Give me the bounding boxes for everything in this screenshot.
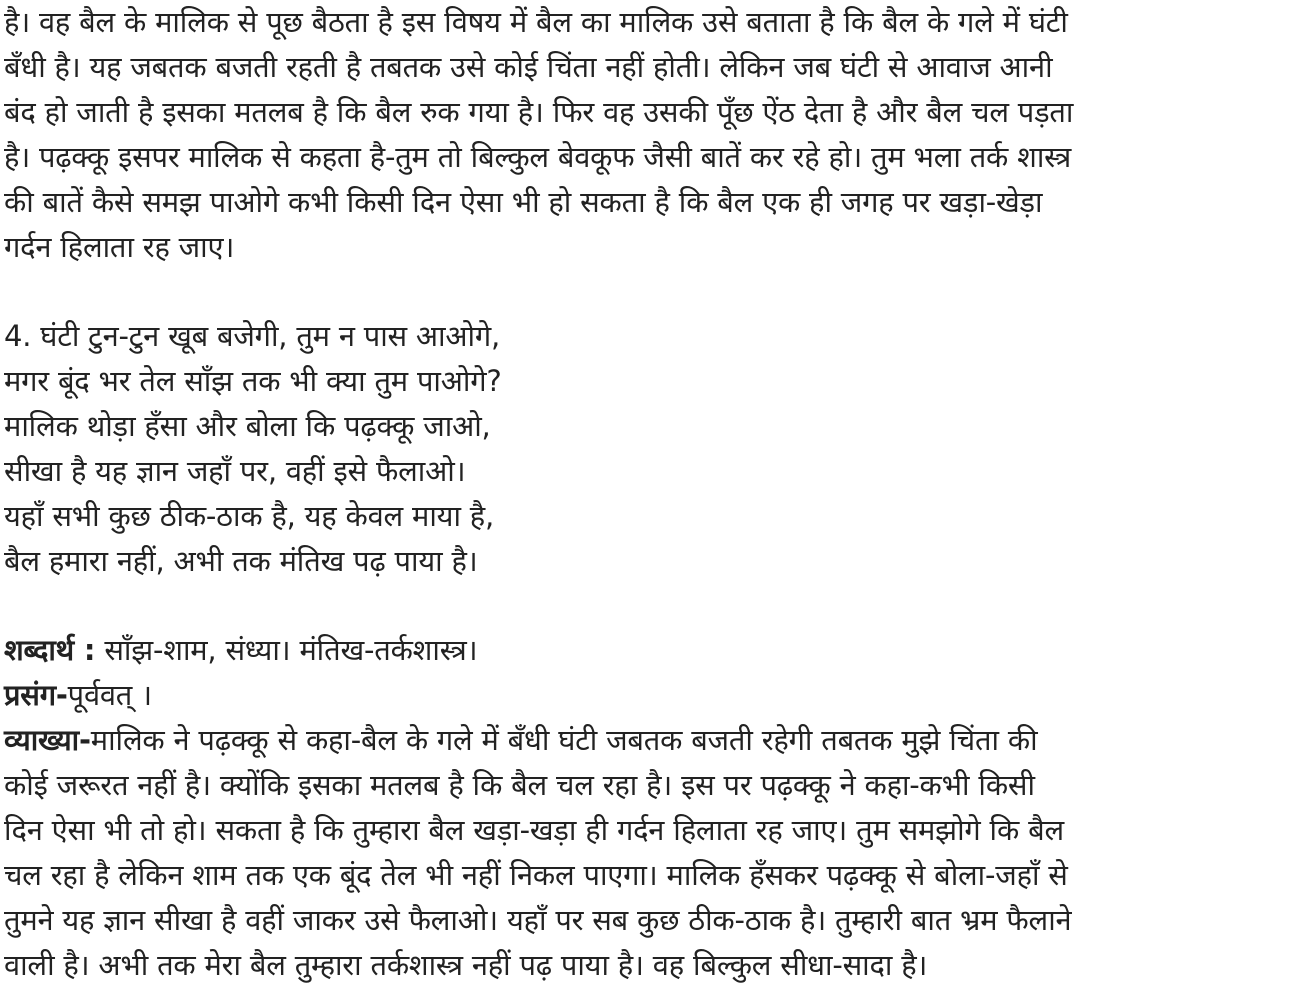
explanation-paragraph [4, 718, 1296, 988]
verse-line: मालिक थोड़ा हँसा और बोला कि पढ़क्कू जाओ, [4, 409, 491, 443]
context-line [4, 673, 1296, 718]
prose-line: बँधी है। यह जबतक बजती रहती है तबतक उसे कोई चिंता नहीं होती। लेकिन जब घंटी से आवाज आनी [4, 50, 1053, 84]
explanation-line [4, 718, 1296, 763]
prose-line: की बातें कैसे समझ पाओगे कभी किसी दिन ऐसा भी हो सकता है कि बैल एक ही जगह पर खड़ा-खेड़ा [4, 185, 1043, 219]
context-text: पूर्ववत् । [67, 678, 152, 712]
verse-stanza [4, 314, 1296, 584]
verse-line: सीखा है यह ज्ञान जहाँ पर, वहीं इसे फैलाओ। [4, 454, 466, 488]
explanation-line: तुमने यह ज्ञान सीखा है वहीं जाकर उसे फैलाओ। यहाँ पर सब कुछ ठीक-ठाक है। तुम्हारी बात भ्रम फैलाने [4, 903, 1072, 937]
verse-line: 4. घंटी टुन-टुन खूब बजेगी, तुम न पास आओगे, [4, 319, 500, 353]
explanation-first-text: मालिक ने पढ़क्कू से कहा-बैल के गले में बँधी घंटी जबतक बजती रहेगी तबतक मुझे चिंता की [90, 723, 1038, 757]
context-label: प्रसंग- [4, 678, 68, 712]
prose-line: गर्दन हिलाता रह जाए। [4, 230, 235, 264]
prose-line: बंद हो जाती है इसका मतलब है कि बैल रुक गया है। फिर वह उसकी पूँछ ऐंठ देता है और बैल चल पड़ता [4, 95, 1074, 129]
explanation-line: दिन ऐसा भी तो हो। सकता है कि तुम्हारा बैल खड़ा-खड़ा ही गर्दन हिलाता रह जाए। तुम समझोगे कि बैल [4, 813, 1064, 847]
verse-line: यहाँ सभी कुछ ठीक-ठाक है, यह केवल माया है, [4, 499, 495, 533]
prose-line: है। वह बैल के मालिक से पूछ बैठता है इस विषय में बैल का मालिक उसे बताता है कि बैल के गले में घंटी [4, 5, 1068, 39]
prose-paragraph [4, 0, 1296, 270]
paragraph-spacer [4, 270, 1296, 314]
verse-line: मगर बूंद भर तेल साँझ तक भी क्या तुम पाओगे? [4, 364, 502, 398]
explanation-line: कोई जरूरत नहीं है। क्योंकि इसका मतलब है कि बैल चल रहा है। इस पर पढ़क्कू ने कहा-कभी किसी [4, 768, 1035, 802]
glossary-line [4, 628, 1296, 673]
verse-line: बैल हमारा नहीं, अभी तक मंतिख पढ़ पाया है। [4, 544, 478, 578]
explanation-line: चल रहा है लेकिन शाम तक एक बूंद तेल भी नहीं निकल पाएगा। मालिक हँसकर पढ़क्कू से बोला-जहाँ से [4, 858, 1068, 892]
explanation-label: व्याख्या- [4, 723, 91, 757]
paragraph-spacer [4, 584, 1296, 628]
explanation-line: वाली है। अभी तक मेरा बैल तुम्हारा तर्कशास्त्र नहीं पढ़ पाया है। वह बिल्कुल सीधा-सादा है। [4, 948, 928, 982]
glossary-label: शब्दार्थ : [4, 633, 96, 667]
glossary-text: साँझ-शाम, संध्या। मंतिख-तर्कशास्त्र। [95, 633, 478, 667]
prose-line: है। पढ़क्कू इसपर मालिक से कहता है-तुम तो बिल्कुल बेवकूफ जैसी बातें कर रहे हो। तुम भला तर्क शास्त्र [4, 140, 1072, 174]
